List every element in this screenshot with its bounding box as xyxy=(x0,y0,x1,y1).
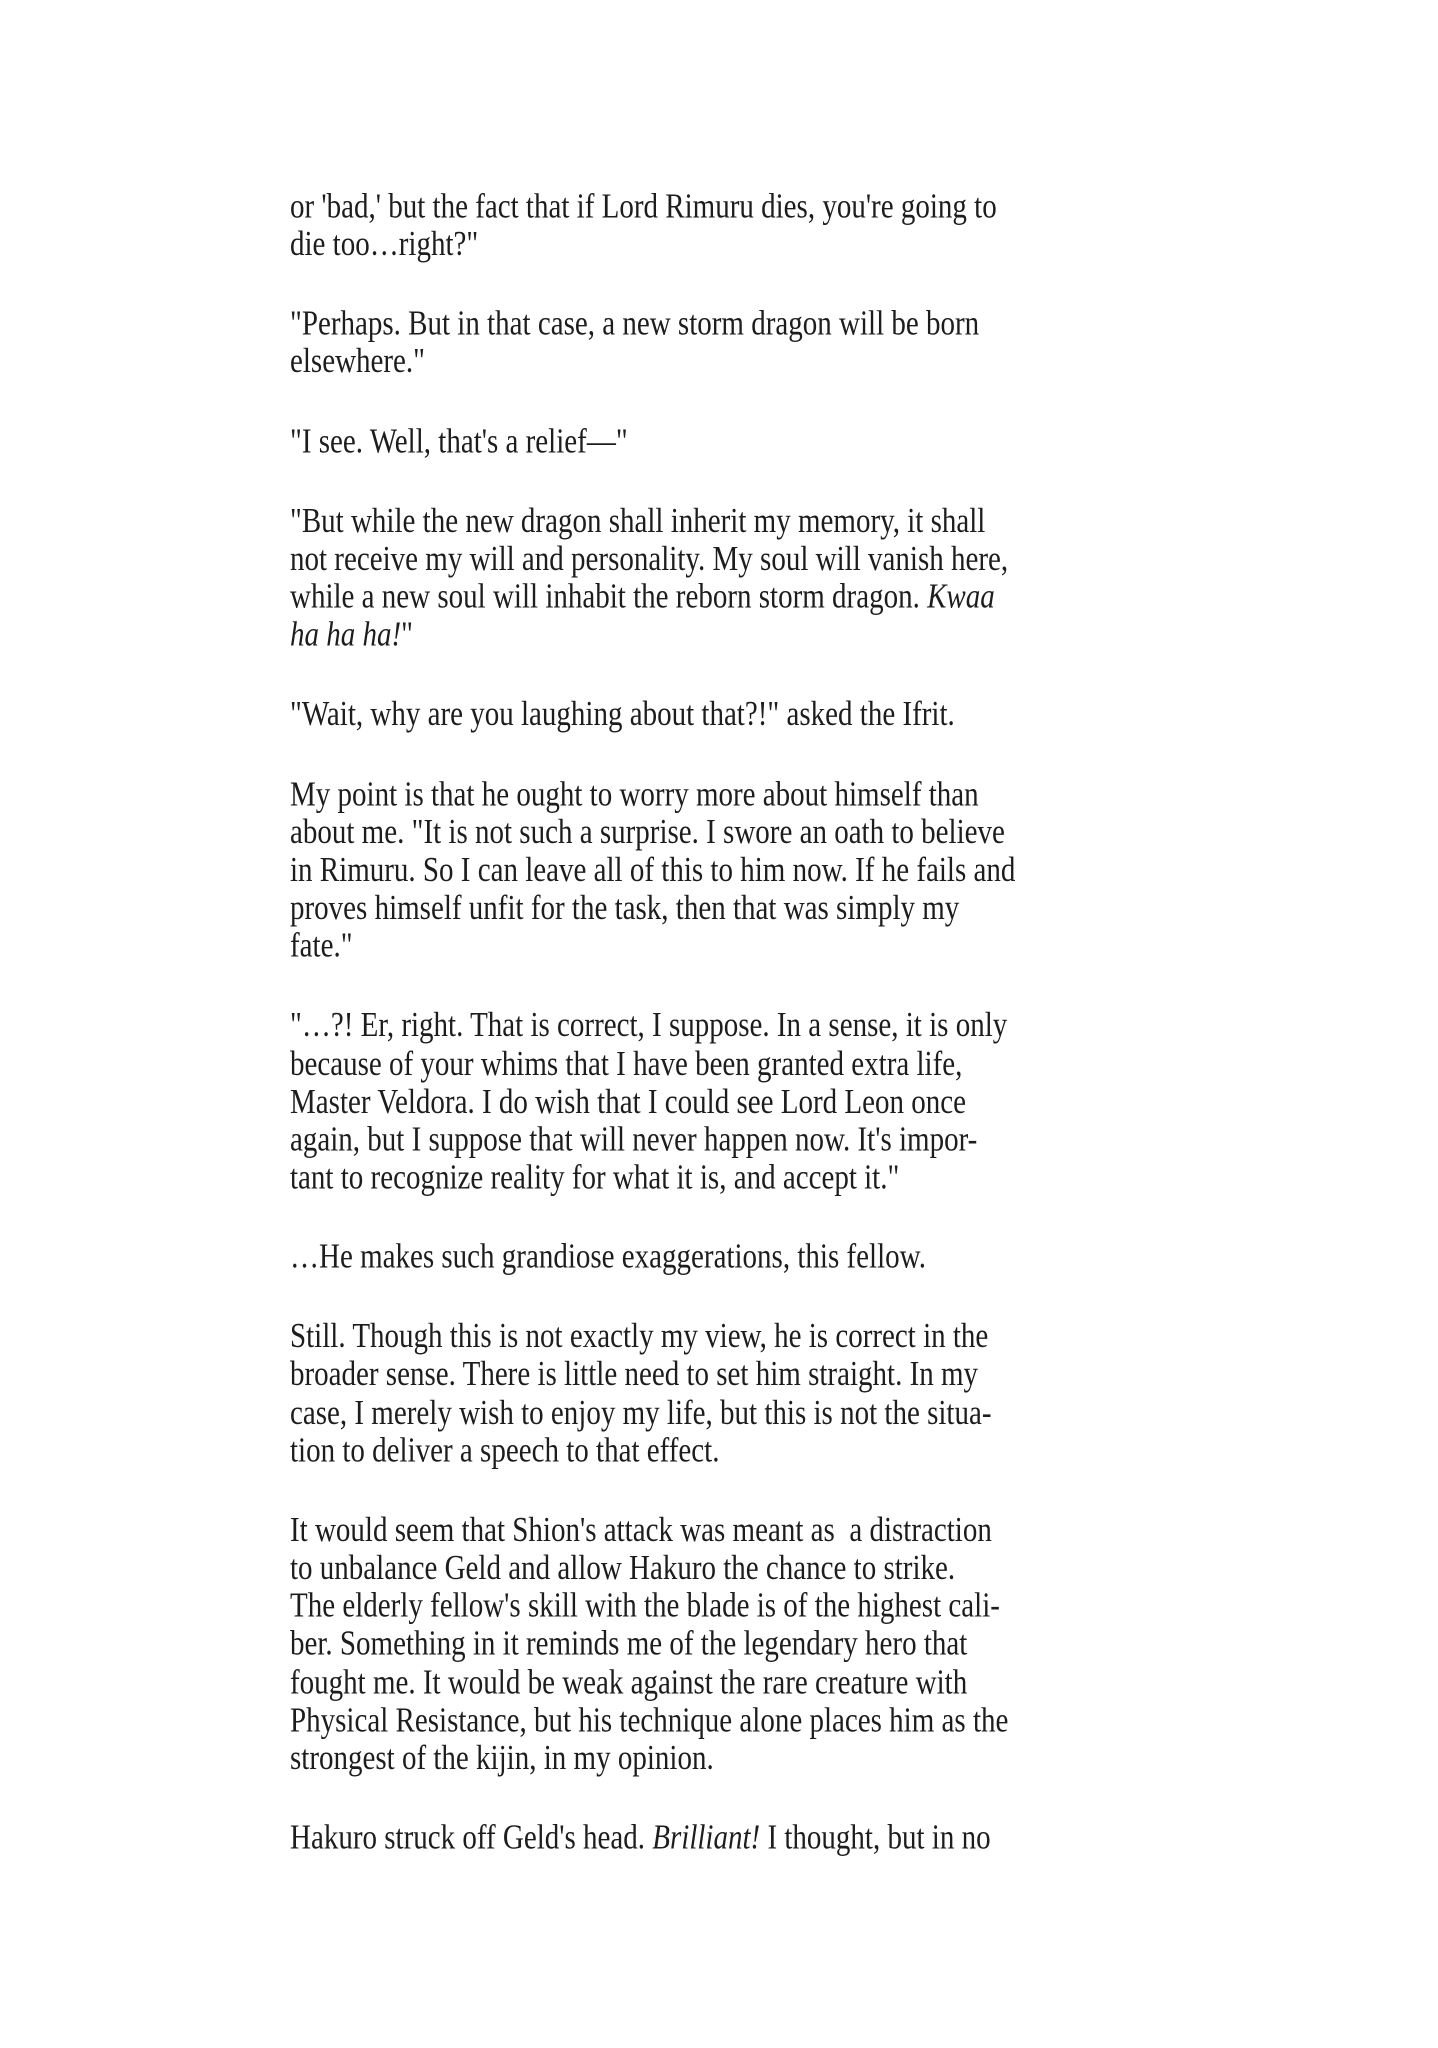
text-segment: ber. Something in it reminds me of the legendary hero that xyxy=(290,1624,968,1664)
text-segment: Master Veldora. I do wish that I could see Lord Leon once xyxy=(290,1081,966,1121)
text-segment: broader sense. There is little need to set him straight. In my xyxy=(290,1354,979,1394)
text-line xyxy=(290,1239,1190,1277)
text-line xyxy=(290,502,1190,540)
text-line xyxy=(290,617,1190,655)
text-segment: "I see. Well, that's a relief—" xyxy=(290,421,628,461)
text-segment: "Wait, why are you laughing about that?!" asked the Ifrit. xyxy=(290,694,955,734)
text-line xyxy=(290,1432,1190,1470)
text-segment: to unbalance Geld and allow Hakuro the chance to strike. xyxy=(290,1548,956,1588)
text-segment: Physical Resistance, but his technique alone places him as the xyxy=(290,1700,1009,1740)
text-segment: tant to recognize reality for what it is, and accept it." xyxy=(290,1157,900,1197)
text-segment: " xyxy=(401,615,414,655)
text-line xyxy=(290,1588,1190,1626)
text-segment: die too…right?" xyxy=(290,224,479,264)
text-line xyxy=(290,1550,1190,1588)
text-segment: The elderly fellow's skill with the blade is of the highest cali- xyxy=(290,1586,1000,1626)
text-line xyxy=(290,226,1190,264)
italic-text-segment: Kwaa xyxy=(927,577,995,617)
text-segment: not receive my will and personality. My soul will vanish here, xyxy=(290,539,1009,579)
text-segment: "But while the new dragon shall inherit my memory, it shall xyxy=(290,501,986,541)
text-line xyxy=(290,1007,1190,1045)
text-line xyxy=(290,344,1190,382)
text-segment: elsewhere." xyxy=(290,342,426,382)
text-line xyxy=(290,1394,1190,1432)
text-segment: again, but I suppose that will never happen now. It's impor- xyxy=(290,1119,978,1159)
text-segment: I thought, but in no xyxy=(760,1817,991,1857)
paragraph xyxy=(290,1512,1190,1778)
text-line xyxy=(290,852,1190,890)
text-segment: because of your whims that I have been granted extra life, xyxy=(290,1043,963,1083)
paragraph xyxy=(290,1239,1190,1277)
text-segment: tion to deliver a speech to that effect. xyxy=(290,1430,720,1470)
text-line xyxy=(290,814,1190,852)
text-segment: My point is that he ought to worry more about himself than xyxy=(290,774,979,814)
text-segment: while a new soul will inhabit the reborn storm dragon. xyxy=(290,577,928,617)
text-segment: "Perhaps. But in that case, a new storm dragon will be born xyxy=(290,304,980,344)
italic-text-segment: Brilliant! xyxy=(652,1817,761,1857)
text-line xyxy=(290,1083,1190,1121)
text-line xyxy=(290,1318,1190,1356)
text-segment: strongest of the kijin, in my opinion. xyxy=(290,1738,714,1778)
paragraph xyxy=(290,502,1190,654)
text-line xyxy=(290,1121,1190,1159)
text-line xyxy=(290,188,1190,226)
text-line xyxy=(290,1702,1190,1740)
text-line xyxy=(290,306,1190,344)
text-line xyxy=(290,541,1190,579)
paragraph xyxy=(290,1318,1190,1470)
paragraph xyxy=(290,1007,1190,1197)
page-text-block xyxy=(290,186,1190,1857)
paragraph xyxy=(290,696,1190,734)
text-segment: fate." xyxy=(290,926,353,966)
paragraph xyxy=(290,423,1190,461)
text-segment: …He makes such grandiose exaggerations, this fellow. xyxy=(290,1237,926,1277)
paragraph xyxy=(290,776,1190,966)
text-line xyxy=(290,928,1190,966)
text-segment: about me. "It is not such a surprise. I swore an oath to believe xyxy=(290,812,1005,852)
text-line xyxy=(290,696,1190,734)
text-column xyxy=(290,188,1190,1857)
text-line xyxy=(290,1740,1190,1778)
text-segment: Hakuro struck off Geld's head. xyxy=(290,1817,653,1857)
text-line xyxy=(290,1664,1190,1702)
paragraph xyxy=(290,306,1190,382)
text-line xyxy=(290,1159,1190,1197)
text-line xyxy=(290,1819,1190,1857)
text-line xyxy=(290,1045,1190,1083)
text-line xyxy=(290,579,1190,617)
text-line xyxy=(290,1512,1190,1550)
text-segment: or 'bad,' but the fact that if Lord Rimuru dies, you're going to xyxy=(290,186,997,226)
text-line xyxy=(290,776,1190,814)
text-line xyxy=(290,1626,1190,1664)
text-segment: proves himself unfit for the task, then that was simply my xyxy=(290,888,960,928)
text-line xyxy=(290,1356,1190,1394)
text-segment: in Rimuru. So I can leave all of this to him now. If he fails and xyxy=(290,850,1016,890)
text-segment: fought me. It would be weak against the rare creature with xyxy=(290,1662,968,1702)
text-line xyxy=(290,423,1190,461)
text-segment: case, I merely wish to enjoy my life, but this is not the situa- xyxy=(290,1392,992,1432)
text-line xyxy=(290,890,1190,928)
italic-text-segment: ha ha ha! xyxy=(290,615,402,655)
paragraph xyxy=(290,1819,1190,1857)
text-segment: It would seem that Shion's attack was meant as a distraction xyxy=(290,1510,992,1550)
paragraph xyxy=(290,188,1190,264)
text-segment: Still. Though this is not exactly my view, he is correct in the xyxy=(290,1316,989,1356)
text-segment: "…?! Er, right. That is correct, I suppose. In a sense, it is only xyxy=(290,1005,1008,1045)
